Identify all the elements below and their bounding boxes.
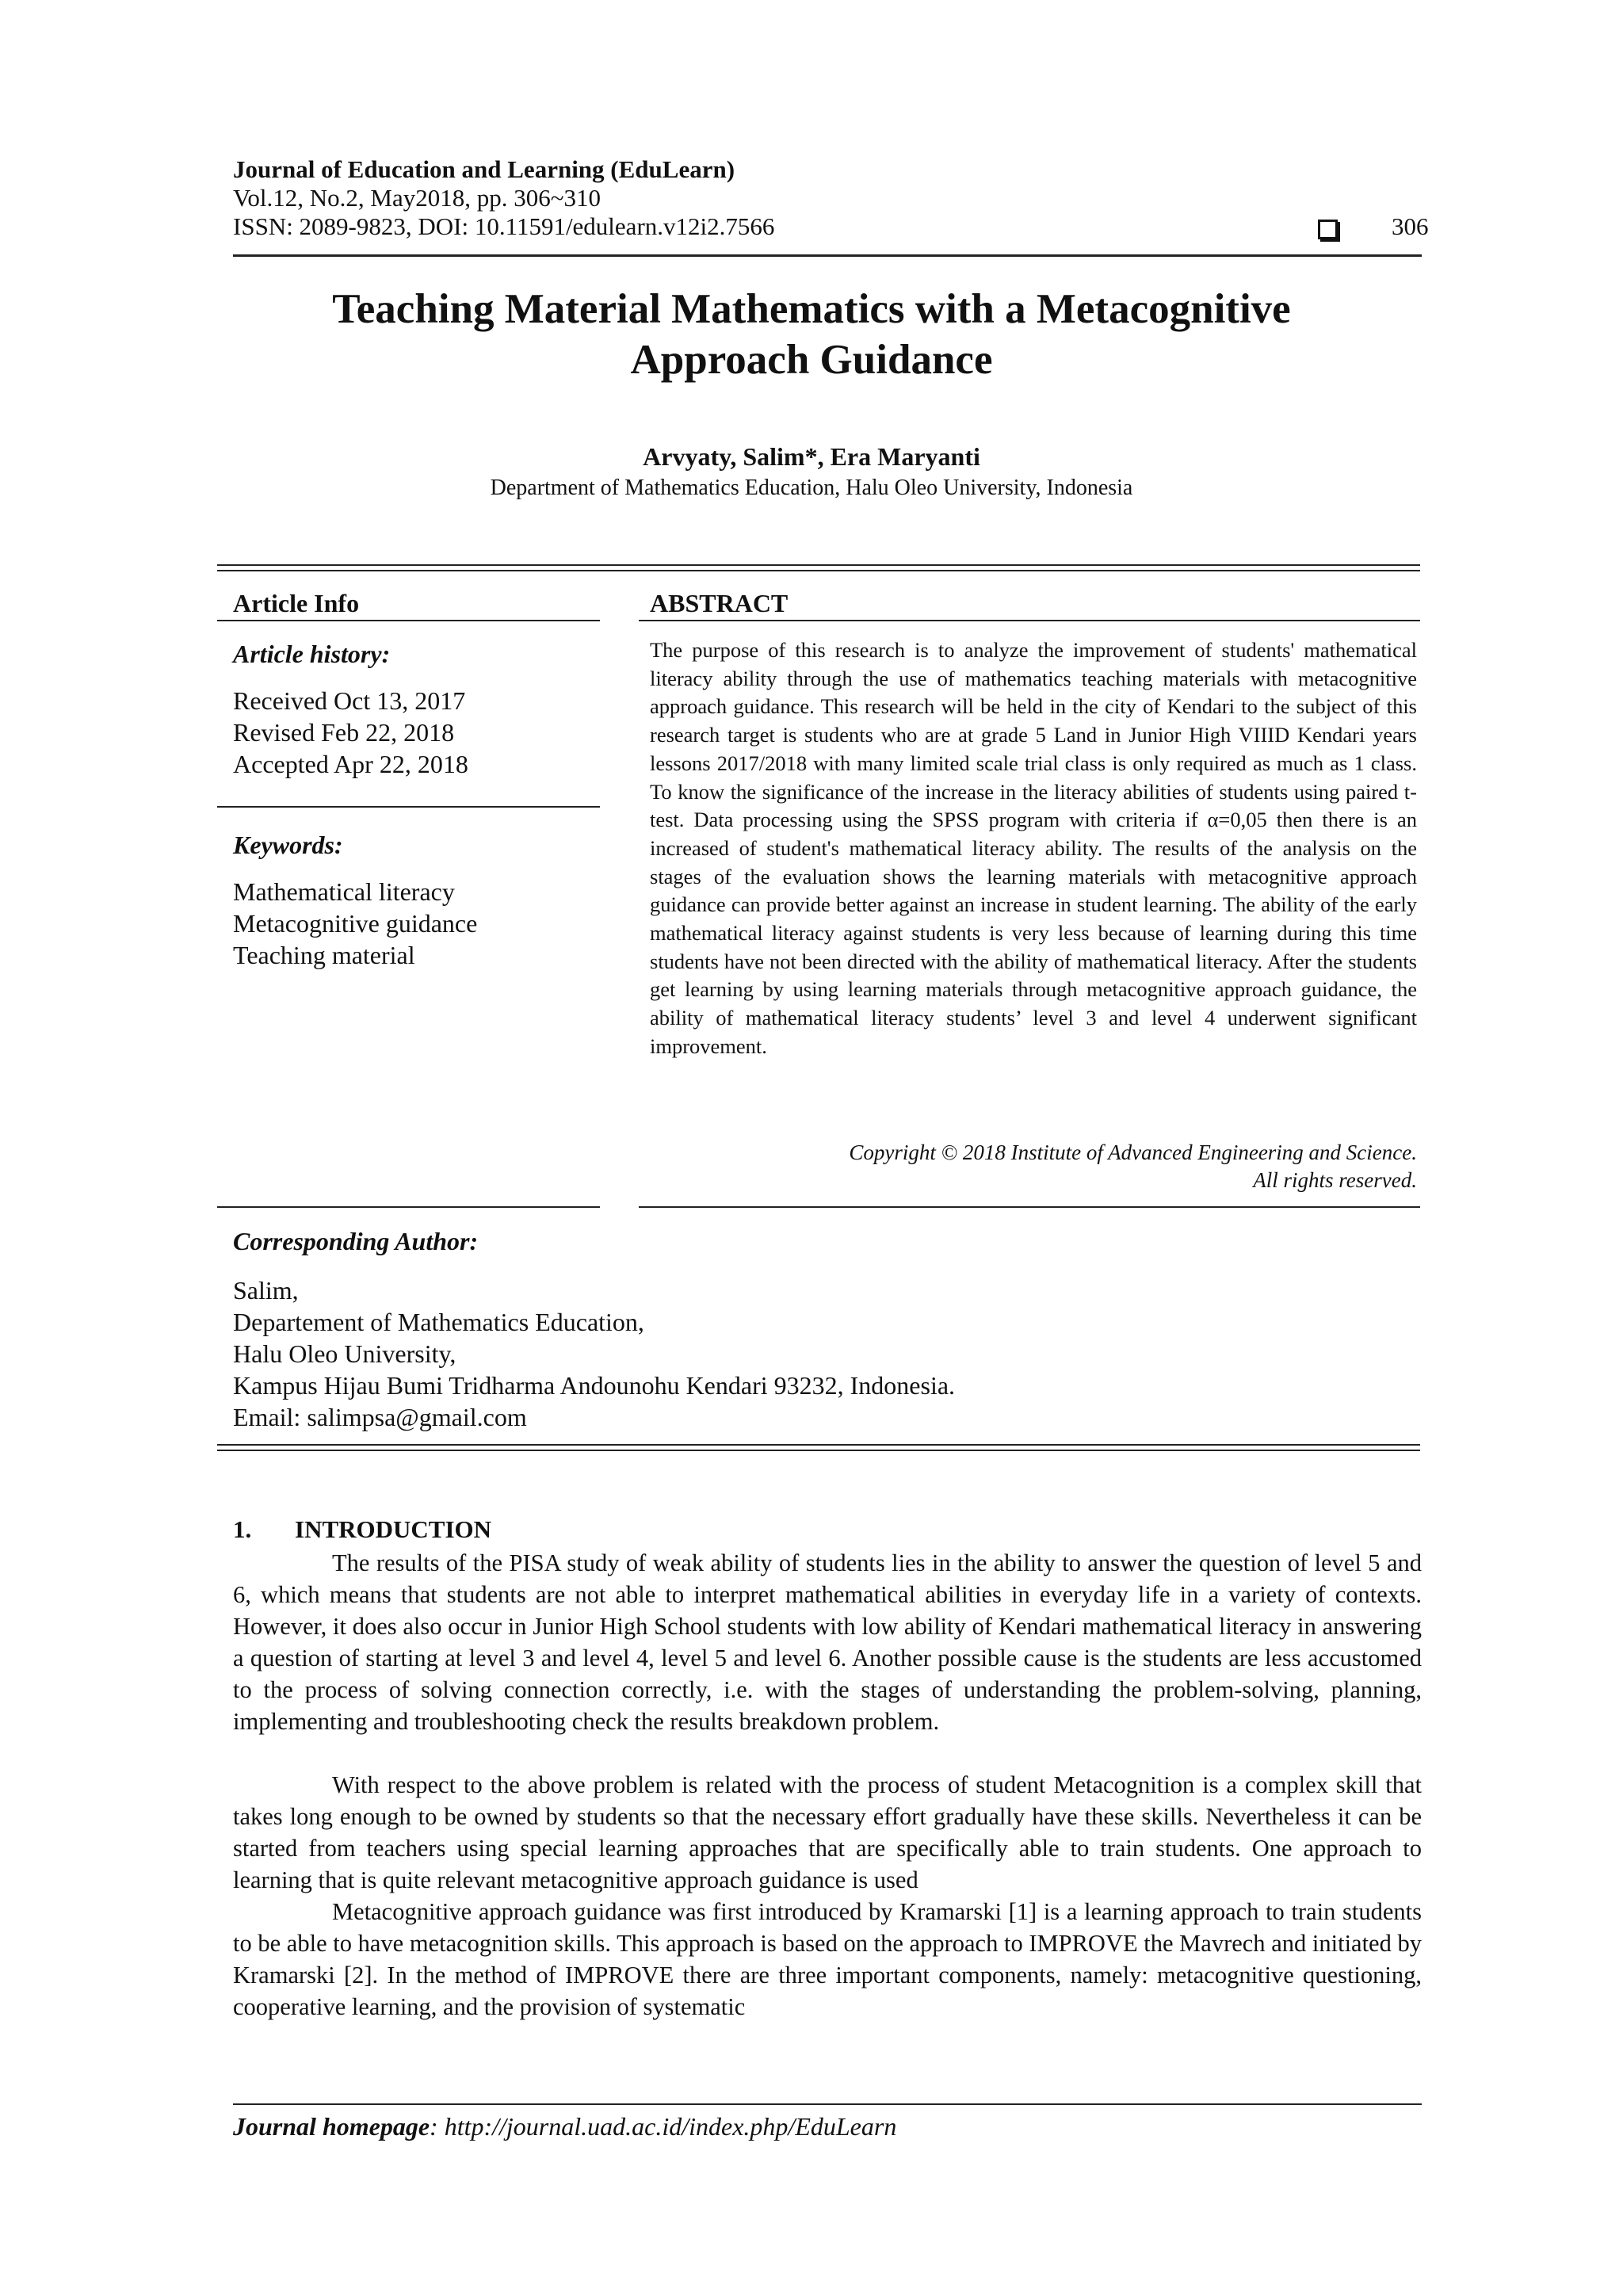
accepted-date: Accepted Apr 22, 2018 xyxy=(233,750,468,778)
header-rule xyxy=(233,254,1422,257)
corresponding-line: Departement of Mathematics Education, xyxy=(233,1308,644,1336)
page-number: 306 xyxy=(1392,212,1429,240)
title-line: Teaching Material Mathematics with a Metacognitive xyxy=(332,286,1291,332)
title-line: Approach Guidance xyxy=(630,337,993,383)
footer-label: Journal homepage xyxy=(233,2112,430,2141)
corresponding-label: Corresponding Author: xyxy=(233,1227,479,1255)
block-rule-bottom xyxy=(217,1444,1420,1446)
article-info-rule xyxy=(217,620,600,621)
intro-paragraph: Metacognitive approach guidance was first introduced by Kramarski [1] is a learning approach to train students to be able to have metacognition skills. This approach is based on the approach to IMPROVE the Mavrech and initiated by Kramarski [2]. In the method of IMPROVE there are three important components, namely: metacognitive questioning, cooperative learning, and the provision of systematic xyxy=(233,1898,1422,2020)
journal-volume: Vol.12, No.2, May2018, pp. 306~310 xyxy=(233,184,601,212)
block-rule-top xyxy=(217,564,1420,566)
corresponding-line: Halu Oleo University, xyxy=(233,1339,456,1368)
footer-rule xyxy=(233,2103,1422,2105)
history-label: Article history: xyxy=(233,640,391,668)
copyright-line: All rights reserved. xyxy=(1253,1168,1417,1192)
keywords-rule xyxy=(217,806,600,808)
copyright xyxy=(650,1139,1417,1194)
footer xyxy=(233,2112,896,2141)
intro-paragraph: The results of the PISA study of weak ability of students lies in the ability to answer the question of level 5 and 6, which means that students are not able to interpret mathematical abilities in everyday life in a variety of contexts. However, it does also occur in Junior High School students with low ability of Kendari mathematical literacy in answering a question of starting at level 3 and level 4, level 5 and level 6. Another possible cause is the students are less accustomed to the process of solving connection correctly, i.e. with the stages of understanding the problem-solving, planning, implementing and troubleshooting check the results breakdown problem. xyxy=(233,1549,1422,1735)
corresponding-email: Email: salimpsa@gmail.com xyxy=(233,1403,527,1431)
block-rule-top-2 xyxy=(217,570,1420,571)
paper-title xyxy=(238,284,1385,385)
keywords-label: Keywords: xyxy=(233,831,343,859)
received-date: Received Oct 13, 2017 xyxy=(233,686,466,715)
checkbox-icon xyxy=(1318,220,1338,239)
affiliation: Department of Mathematics Education, Halu Oleo University, Indonesia xyxy=(490,476,1133,500)
journal-issn: ISSN: 2089-9823, DOI: 10.11591/edulearn.v12i2.7566 xyxy=(233,212,775,240)
block-rule-bottom-2 xyxy=(217,1450,1420,1451)
intro-number: 1. xyxy=(233,1515,252,1543)
abstract-rule xyxy=(639,620,1420,621)
copyright-line: Copyright © 2018 Institute of Advanced Engineering and Science. xyxy=(849,1140,1417,1164)
keyword: Metacognitive guidance xyxy=(233,909,478,938)
intro-paragraph: With respect to the above problem is related with the process of student Metacognition is a complex skill that takes long enough to be owned by students so that the necessary effort gradually have these skills. Nevertheless it can be started from teachers using special learning approaches that are specifically able to train students. One approach to learning that is quite relevant metacognitive approach guidance is used xyxy=(233,1771,1422,1893)
left-col-bottom-rule xyxy=(217,1206,600,1208)
article-info-heading: Article Info xyxy=(233,589,360,617)
abstract-text: The purpose of this research is to analyze the improvement of students' mathematical literacy ability through the use of mathematics teaching materials with metacognitive approach guidance. This research will be held in the city of Kendari to the subject of this research target is students who are at grade 5 Land in Junior High VIIID Kendari years lessons 2017/2018 with many limited scale trial class is only required as much as 1 class. To know the significance of the increase in the literacy abilities of students using paired t-test. Data processing using the SPSS program with criteria if α=0,05 then there is an increased of student's mathematical literacy ability. The results of the analysis on the stages of the evaluation shows the learning materials with metacognitive approach guidance can provide better against an increase in student learning. The ability of the early mathematical literacy against students is very less because of learning during this time students have not been directed with the ability of mathematical literacy. After the students get learning by using learning materials through metacognitive approach guidance, the ability of mathematical literacy students’ level 3 and level 4 underwent significant improvement. xyxy=(650,638,1417,1058)
journal-name: Journal of Education and Learning (EduLearn) xyxy=(233,155,735,183)
corresponding-line: Kampus Hijau Bumi Tridharma Andounohu Kendari 93232, Indonesia. xyxy=(233,1371,956,1400)
keyword: Mathematical literacy xyxy=(233,877,455,906)
journal-homepage-link[interactable]: : http://journal.uad.ac.id/index.php/EduLearn xyxy=(430,2112,897,2141)
intro-heading: INTRODUCTION xyxy=(295,1515,492,1543)
abstract-bottom-rule xyxy=(639,1206,1420,1208)
authors: Arvyaty, Salim*, Era Maryanti xyxy=(643,442,980,471)
keyword: Teaching material xyxy=(233,941,415,969)
revised-date: Revised Feb 22, 2018 xyxy=(233,718,455,747)
abstract-heading: ABSTRACT xyxy=(650,589,789,617)
corresponding-line: Salim, xyxy=(233,1276,299,1305)
